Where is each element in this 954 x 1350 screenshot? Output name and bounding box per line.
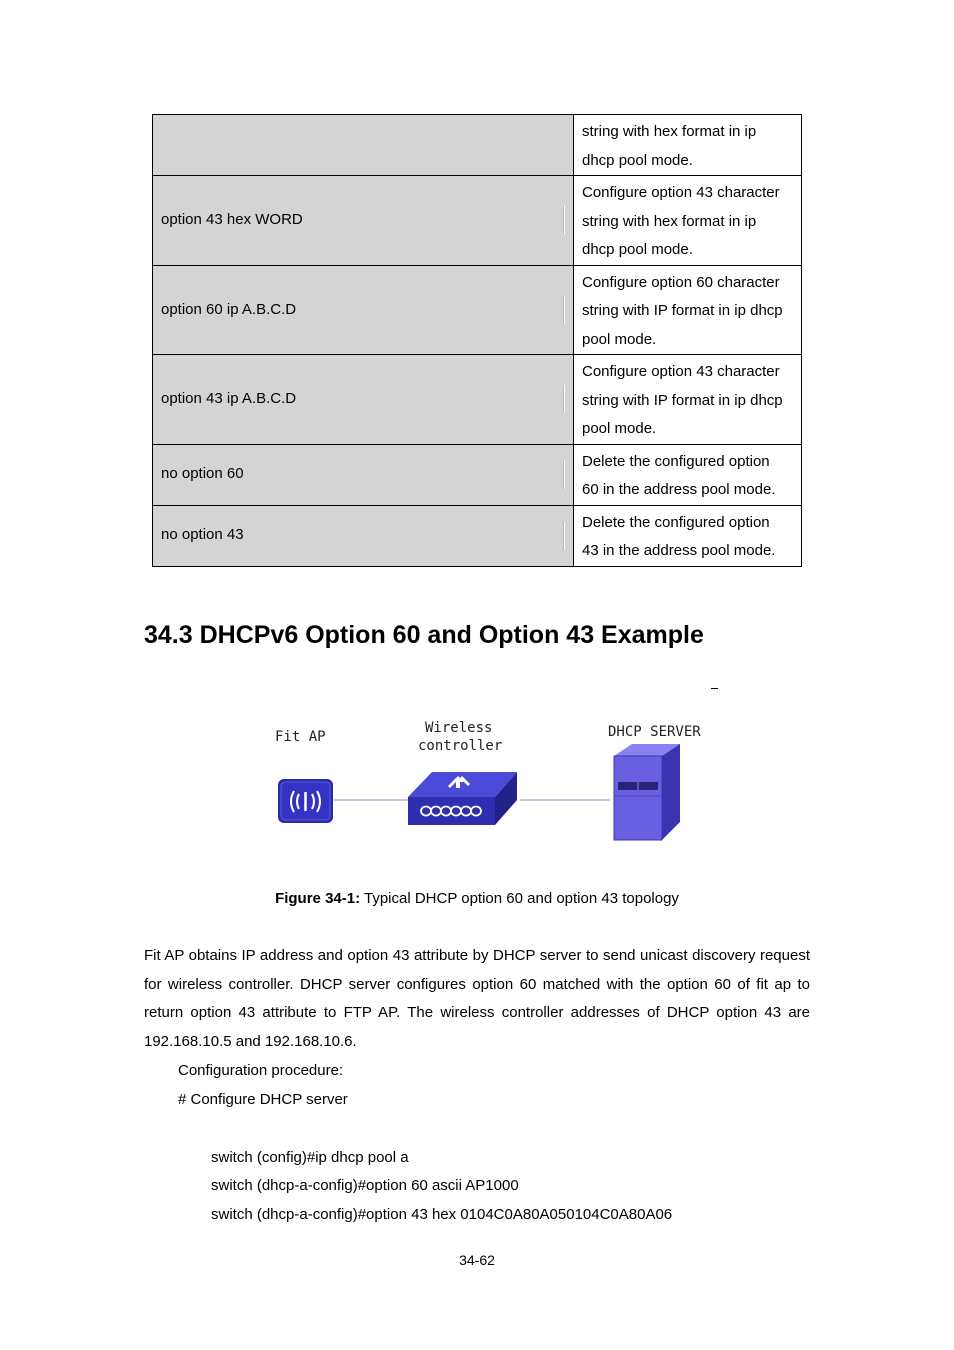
description-cell: Configure option 43 character string with hex format in ip dhcp pool mode.	[574, 176, 802, 266]
table-row	[153, 115, 802, 176]
command-cell: option 43 ip A.B.C.D	[153, 355, 574, 445]
command-cell: option 43 hex WORD	[153, 176, 574, 266]
table-row	[153, 505, 802, 566]
table-row	[153, 444, 802, 505]
caption-label: Figure 34-1:	[275, 890, 361, 907]
label-wireless: Wireless	[425, 720, 493, 736]
page-number: 34-62	[459, 1252, 495, 1268]
body-paragraph: Fit AP obtains IP address and option 43 attribute by DHCP server to send unicast discovery request for wireless controller. DHCP server configures option 60 matched with the option 60 of fit ap to return option 43 attribute to FTP AP. The wireless controller addresses of DHCP option 43 are 192.168.10.5 and 192.168.10.6.	[144, 947, 810, 1051]
command-line: switch (dhcp-a-config)#option 43 hex 0104C0A80A050104C0A80A06	[211, 1206, 673, 1223]
command-table	[152, 114, 802, 567]
description-cell: string with hex format in ip dhcp pool mode.	[574, 115, 802, 176]
margin-mark	[711, 688, 718, 689]
section-title: 34.3 DHCPv6 Option 60 and Option 43 Example	[144, 621, 704, 649]
label-dhcp-server: DHCP SERVER	[608, 724, 701, 740]
wireless-controller-icon	[408, 772, 517, 825]
description-cell: Configure option 60 character string with IP format in ip dhcp pool mode.	[574, 265, 802, 355]
command-cell: no option 60	[153, 444, 574, 505]
command-line: switch (config)#ip dhcp pool a	[211, 1149, 409, 1166]
procedure-label: Configuration procedure:	[178, 1062, 344, 1079]
caption-text: Typical DHCP option 60 and option 43 topology	[360, 890, 679, 907]
command-line: switch (dhcp-a-config)#option 60 ascii AP1000	[211, 1177, 519, 1194]
table-row	[153, 355, 802, 445]
table-row	[153, 176, 802, 266]
description-cell: Delete the configured option 60 in the address pool mode.	[574, 444, 802, 505]
topology-diagram	[262, 712, 712, 852]
table-row	[153, 265, 802, 355]
dhcp-server-icon	[614, 744, 680, 840]
command-cell: option 60 ip A.B.C.D	[153, 265, 574, 355]
command-cell	[153, 115, 574, 176]
fit-ap-icon	[278, 779, 333, 823]
command-cell: no option 43	[153, 505, 574, 566]
figure-caption	[0, 888, 954, 910]
step-label: # Configure DHCP server	[178, 1091, 348, 1108]
description-cell: Delete the configured option 43 in the address pool mode.	[574, 505, 802, 566]
label-fit-ap: Fit AP	[275, 729, 326, 745]
description-cell: Configure option 43 character string with IP format in ip dhcp pool mode.	[574, 355, 802, 445]
label-controller: controller	[418, 738, 503, 754]
